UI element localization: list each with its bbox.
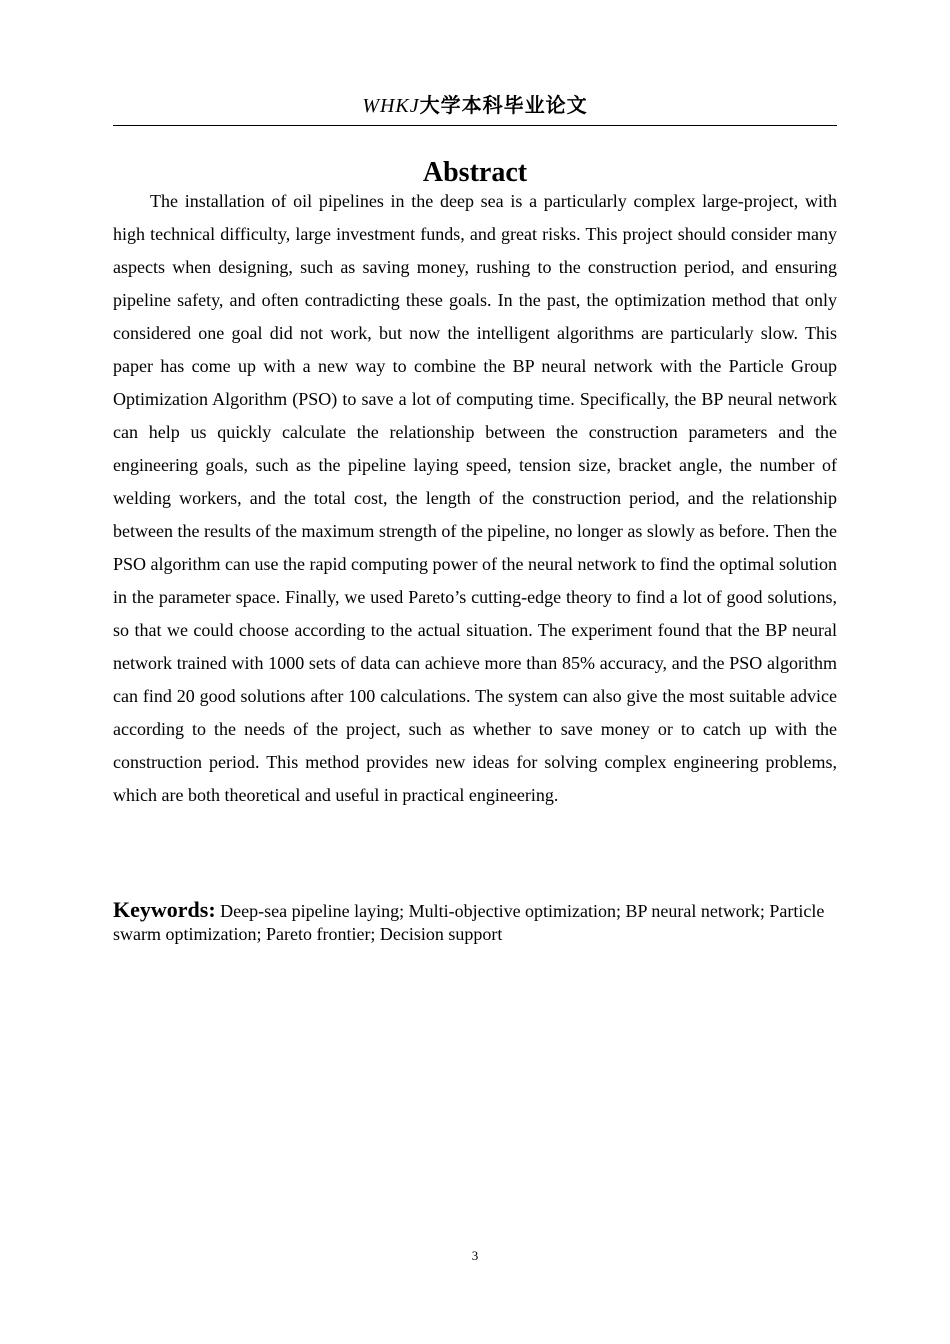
header-university-code: WHKJ: [362, 95, 420, 117]
header-thesis-title: 大学本科毕业论文: [419, 93, 588, 117]
page-header: [113, 92, 837, 119]
abstract-body: The installation of oil pipelines in the deep sea is a particularly complex large-project, with high technical difficulty, large investment funds, and great risks. This project should consider many aspects when designing, such as saving money, rushing to the construction period, and ensuring pipeline safety, and often contradicting these goals. In the past, the optimization method that only considered one goal did not work, but now the intelligent algorithms are particularly slow. This paper has come up with a new way to combine the BP neural network with the Particle Group Optimization Algorithm (PSO) to save a lot of computing time. Specifically, the BP neural network can help us quickly calculate the relationship between the construction parameters and the engineering goals, such as the pipeline laying speed, tension size, bracket angle, the number of welding workers, and the total cost, the length of the construction period, and the relationship between the results of the maximum strength of the pipeline, no longer as slowly as before. Then the PSO algorithm can use the rapid computing power of the neural network to find the optimal solution in the parameter space. Finally, we used Pareto’s cutting-edge theory to find a lot of good solutions, so that we could choose according to the actual situation. The experiment found that the BP neural network trained with 1000 sets of data can achieve more than 85% accuracy, and the PSO algorithm can find 20 good solutions after 100 calculations. The system can also give the most suitable advice according to the needs of the project, such as whether to save money or to catch up with the construction period. This method provides new ideas for solving complex engineering problems, which are both theoretical and useful in practical engineering.: [113, 191, 837, 805]
header-divider: [113, 125, 837, 126]
page-number: 3: [471, 1248, 479, 1263]
abstract-title: Abstract: [422, 157, 528, 188]
keywords-section: [113, 898, 837, 946]
keywords-text: Deep-sea pipeline laying; Multi-objective optimization; BP neural network; Particle swarm optimization; Pareto frontier; Decision support: [113, 901, 825, 944]
keywords-label: Keywords:: [113, 897, 216, 922]
